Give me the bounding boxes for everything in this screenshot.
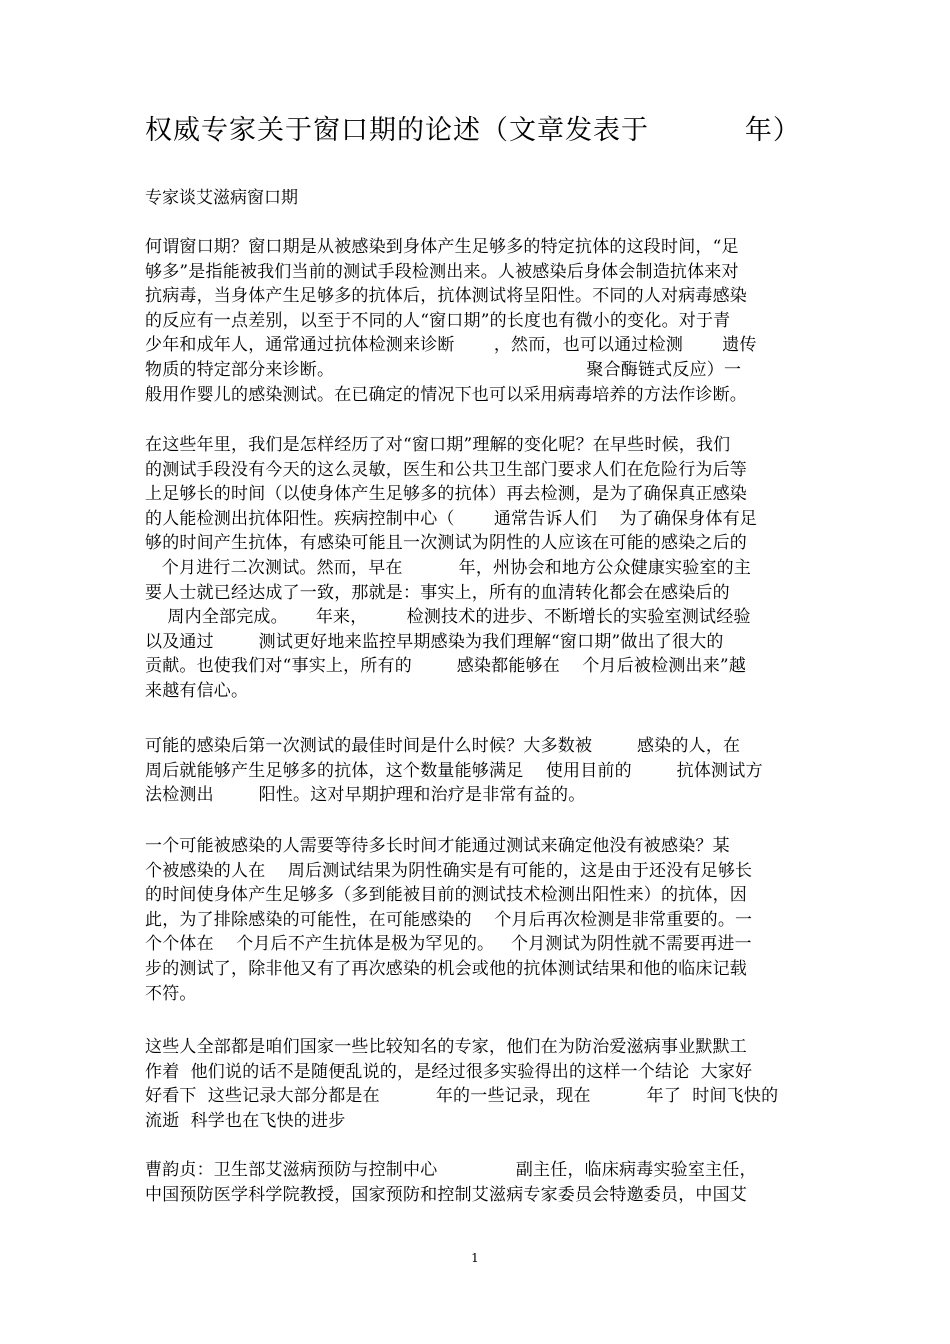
paragraph-best-test-time	[145, 734, 815, 808]
paragraph-line: 贡献。也使我们对“事实上，所有的 感染都能够在 个月后被检测出来”越	[145, 656, 747, 677]
paragraph-experts-note	[145, 1035, 815, 1133]
page-number: 1	[471, 1251, 479, 1265]
paragraph-line: 周内全部完成。 年来， 检测技术的进步、不断增长的实验室测试经验	[145, 607, 751, 628]
paragraph-line: 物质的特定部分来诊断。 聚合酶链式反应）一	[145, 359, 742, 380]
paragraph-line: 以及通过 测试更好地来监控早期感染为我们理解“窗口期”做出了很大的	[145, 631, 724, 652]
paragraph-line: 够的时间产生抗体，有感染可能且一次测试为阴性的人应该在可能的感染之后的	[145, 533, 747, 554]
paragraph-line: 个被感染的人在 周后测试结果为阴性确实是有可能的，这是由于还没有足够长	[145, 860, 753, 881]
paragraph-line: 可能的感染后第一次测试的最佳时间是什么时候？大多数被 感染的人，在	[145, 736, 741, 756]
paragraph-line: 够多”是指能被我们当前的测试手段检测出来。人被感染后身体会制造抗体来对	[145, 261, 739, 282]
paragraph-line: 的测试手段没有今天的这么灵敏，医生和公共卫生部门要求人们在危险行为后等	[145, 459, 747, 480]
paragraph-line: 此，为了排除感染的可能性，在可能感染的 个月后再次检测是非常重要的。一	[145, 909, 753, 930]
paragraph-line: 何谓窗口期？窗口期是从被感染到身体产生足够多的特定抗体的这段时间，“足	[145, 237, 739, 257]
paragraph-line: 的时间使身体产生足够多（多到能被目前的测试技术检测出阳性来）的抗体，因	[145, 885, 747, 906]
paragraph-line: 不符。	[145, 983, 197, 1004]
paragraph-line: 步的测试了，除非他又有了再次感染的机会或他的抗体测试结果和他的临床记载	[145, 958, 747, 979]
paragraph-waiting-time	[145, 834, 815, 1006]
paragraph-line: 上足够长的时间（以使身体产生足够多的抗体）再去检测，是为了确保真正感染	[145, 484, 747, 505]
paragraph-line: 抗病毒，当身体产生足够多的抗体后，抗体测试将呈阳性。不同的人对病毒感染	[145, 286, 747, 307]
paragraph-line: 的反应有一点差别，以至于不同的人“窗口期”的长度也有微小的变化。对于青	[145, 310, 731, 331]
paragraph-line: 在这些年里，我们是怎样经历了对“窗口期”理解的变化呢？在早些时候，我们	[145, 435, 731, 455]
paragraph-line: 作着 他们说的话不是随便乱说的，是经过很多实验得出的这样一个结论 大家好	[145, 1061, 753, 1082]
paragraph-line: 这些人全部都是咱们国家一些比较知名的专家，他们在为防治爱滋病事业默默工	[145, 1037, 747, 1057]
paragraph-line: 流逝 科学也在飞快的进步	[145, 1110, 346, 1131]
paragraph-line: 般用作婴儿的感染测试。在已确定的情况下也可以采用病毒培养的方法作诊断。	[145, 384, 747, 405]
paragraph-understanding-changes	[145, 433, 815, 704]
paragraph-line: 要人士就已经达成了一致，那就是：事实上，所有的血清转化都会在感染后的	[145, 582, 730, 603]
paragraph-line: 周后就能够产生足够多的抗体，这个数量能够满足 使用目前的 抗体测试方	[145, 760, 763, 781]
paragraph-line: 个月进行二次测试。然而，早在 年，州协会和地方公众健康实验室的主	[145, 557, 752, 578]
paragraph-window-period-definition	[145, 235, 815, 407]
paragraph-line: 好看下 这些记录大部分都是在 年的一些记录，现在 年了 时间飞快的	[145, 1086, 779, 1107]
paragraph-line: 曹韵贞：卫生部艾滋病预防与控制中心 副主任，临床病毒实验室主任，	[145, 1160, 757, 1180]
paragraph-line: 法检测出 阳性。这对早期护理和治疗是非常有益的。	[145, 785, 586, 806]
paragraph-line: 来越有信心。	[145, 680, 249, 701]
paragraph-line: 少年和成年人，通常通过抗体检测来诊断 ，然而，也可以通过检测 遗传	[145, 335, 757, 356]
document-subtitle: 专家谈艾滋病窗口期	[145, 188, 298, 208]
paragraph-line: 中国预防医学科学院教授，国家预防和控制艾滋病专家委员会特邀委员，中国艾	[145, 1184, 747, 1205]
document-title: 权威专家关于窗口期的论述（文章发表于 年）	[145, 115, 801, 146]
paragraph-line: 的人能检测出抗体阳性。疾病控制中心（ 通常告诉人们 为了确保身体有足	[145, 508, 758, 529]
paragraph-line: 个个体在 个月后不产生抗体是极为罕见的。 个月测试为阴性就不需要再进一	[145, 934, 752, 955]
paragraph-expert-profile	[145, 1158, 815, 1207]
paragraph-line: 一个可能被感染的人需要等待多长时间才能通过测试来确定他没有被感染？某	[145, 836, 730, 856]
